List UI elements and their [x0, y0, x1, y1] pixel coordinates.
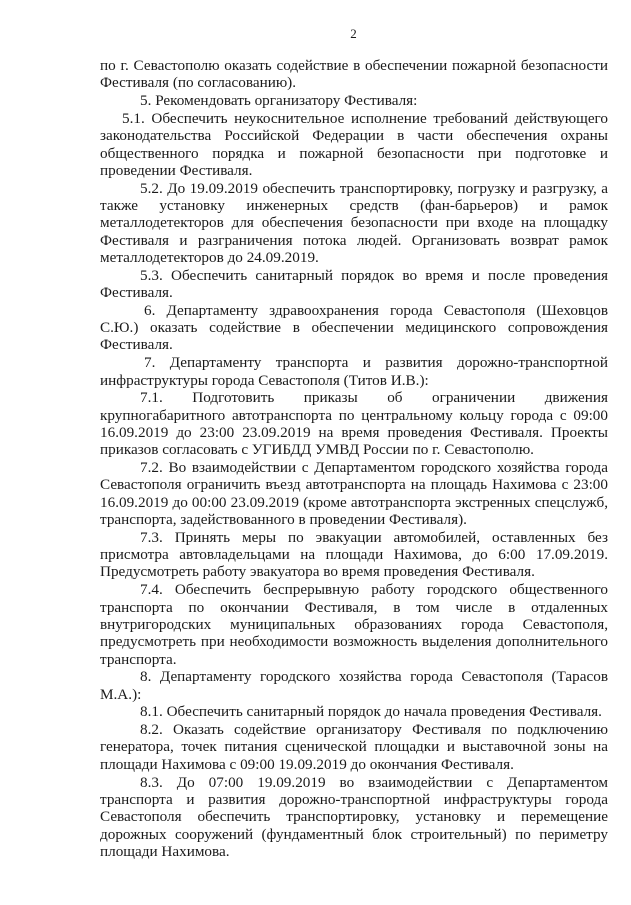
paragraph-item-8-1: 8.1. Обеспечить санитарный порядок до начала проведения Фестиваля.	[140, 703, 602, 721]
paragraph-item-7: 7. Департаменту транспорта и развития дорожно-транспортной инфраструктуры города Севастополя (Титов И.В.):	[100, 354, 608, 389]
paragraph-item-8-3: 8.3. До 07:00 19.09.2019 во взаимодействии с Департаментом транспорта и развития дорожно-транспортной инфраструктуры города Севастополя обеспечить транспортировку, установку и перемещение дорожных сооружений (фундаментный блок строительный) по периметру площади Нахимова.	[100, 773, 608, 860]
paragraph-item-7-1: 7.1. Подготовить приказы об ограничении движения крупногабаритного автотранспорта по центральному кольцу города с 09:00 16.09.2019 до 23:00 23.09.2019 на время проведения Фестиваля. Проекты приказов согласовать с УГИБДД УМВД России по г. Севастополю.	[100, 389, 608, 459]
paragraph-item-5: 5. Рекомендовать организатору Фестиваля:	[140, 92, 418, 110]
paragraph-item-5-2: 5.2. До 19.09.2019 обеспечить транспортировку, погрузку и разгрузку, а также установку инженерных средств (фан-барьеров) и рамок металлодетекторов для обеспечения безопасности при входе на площадку Фестиваля и разграничения потока людей. Организовать возврат рамок металлодетекторов до 24.09.2019.	[100, 179, 608, 266]
paragraph-item-7-4: 7.4. Обеспечить беспрерывную работу городского общественного транспорта по окончании Фестиваля, в том числе в отдаленных внутригородских муниципальных образованиях города Севастополя, предусмотреть при необходимости возможность выделения дополнительного транспорта.	[100, 581, 608, 668]
paragraph-item-5-1: 5.1. Обеспечить неукоснительное исполнение требований действующего законодательства Российской Федерации в части обеспечения охраны общественного порядка и пожарной безопасности при подготовке и проведении Фестиваля.	[100, 109, 608, 179]
paragraph-continuation: по г. Севастополю оказать содействие в обеспечении пожарной безопасности Фестиваля (по согласованию).	[100, 57, 608, 92]
paragraph-item-7-2: 7.2. Во взаимодействии с Департаментом городского хозяйства города Севастополя ограничить въезд автотранспорта на площадь Нахимова с 23:00 16.09.2019 до 00:00 23.09.2019 (кроме автотранспорта экстренных спецслужб, транспорта, задействованного в проведении Фестиваля).	[100, 459, 608, 529]
paragraph-item-5-3: 5.3. Обеспечить санитарный порядок во время и после проведения Фестиваля.	[100, 266, 608, 302]
paragraph-item-8-2: 8.2. Оказать содействие организатору Фестиваля по подключению генератора, точек питания сценической площадки и выставочной зоны на площади Нахимова с 09:00 19.09.2019 до окончания Фестиваля.	[100, 721, 608, 773]
paragraph-item-8: 8. Департаменту городского хозяйства города Севастополя (Тарасов М.А.):	[100, 668, 608, 703]
paragraph-item-6: 6. Департаменту здравоохранения города Севастополя (Шеховцов С.Ю.) оказать содействие в обеспечении медицинского сопровождения Фестиваля.	[100, 301, 608, 354]
paragraph-item-7-3: 7.3. Принять меры по эвакуации автомобилей, оставленных без присмотра автовладельцами на площади Нахимова, до 6:00 17.09.2019. Предусмотреть работу эвакуатора во время проведения Фестиваля.	[100, 528, 608, 581]
document-body	[100, 57, 608, 861]
page-number: 2	[350, 26, 357, 41]
